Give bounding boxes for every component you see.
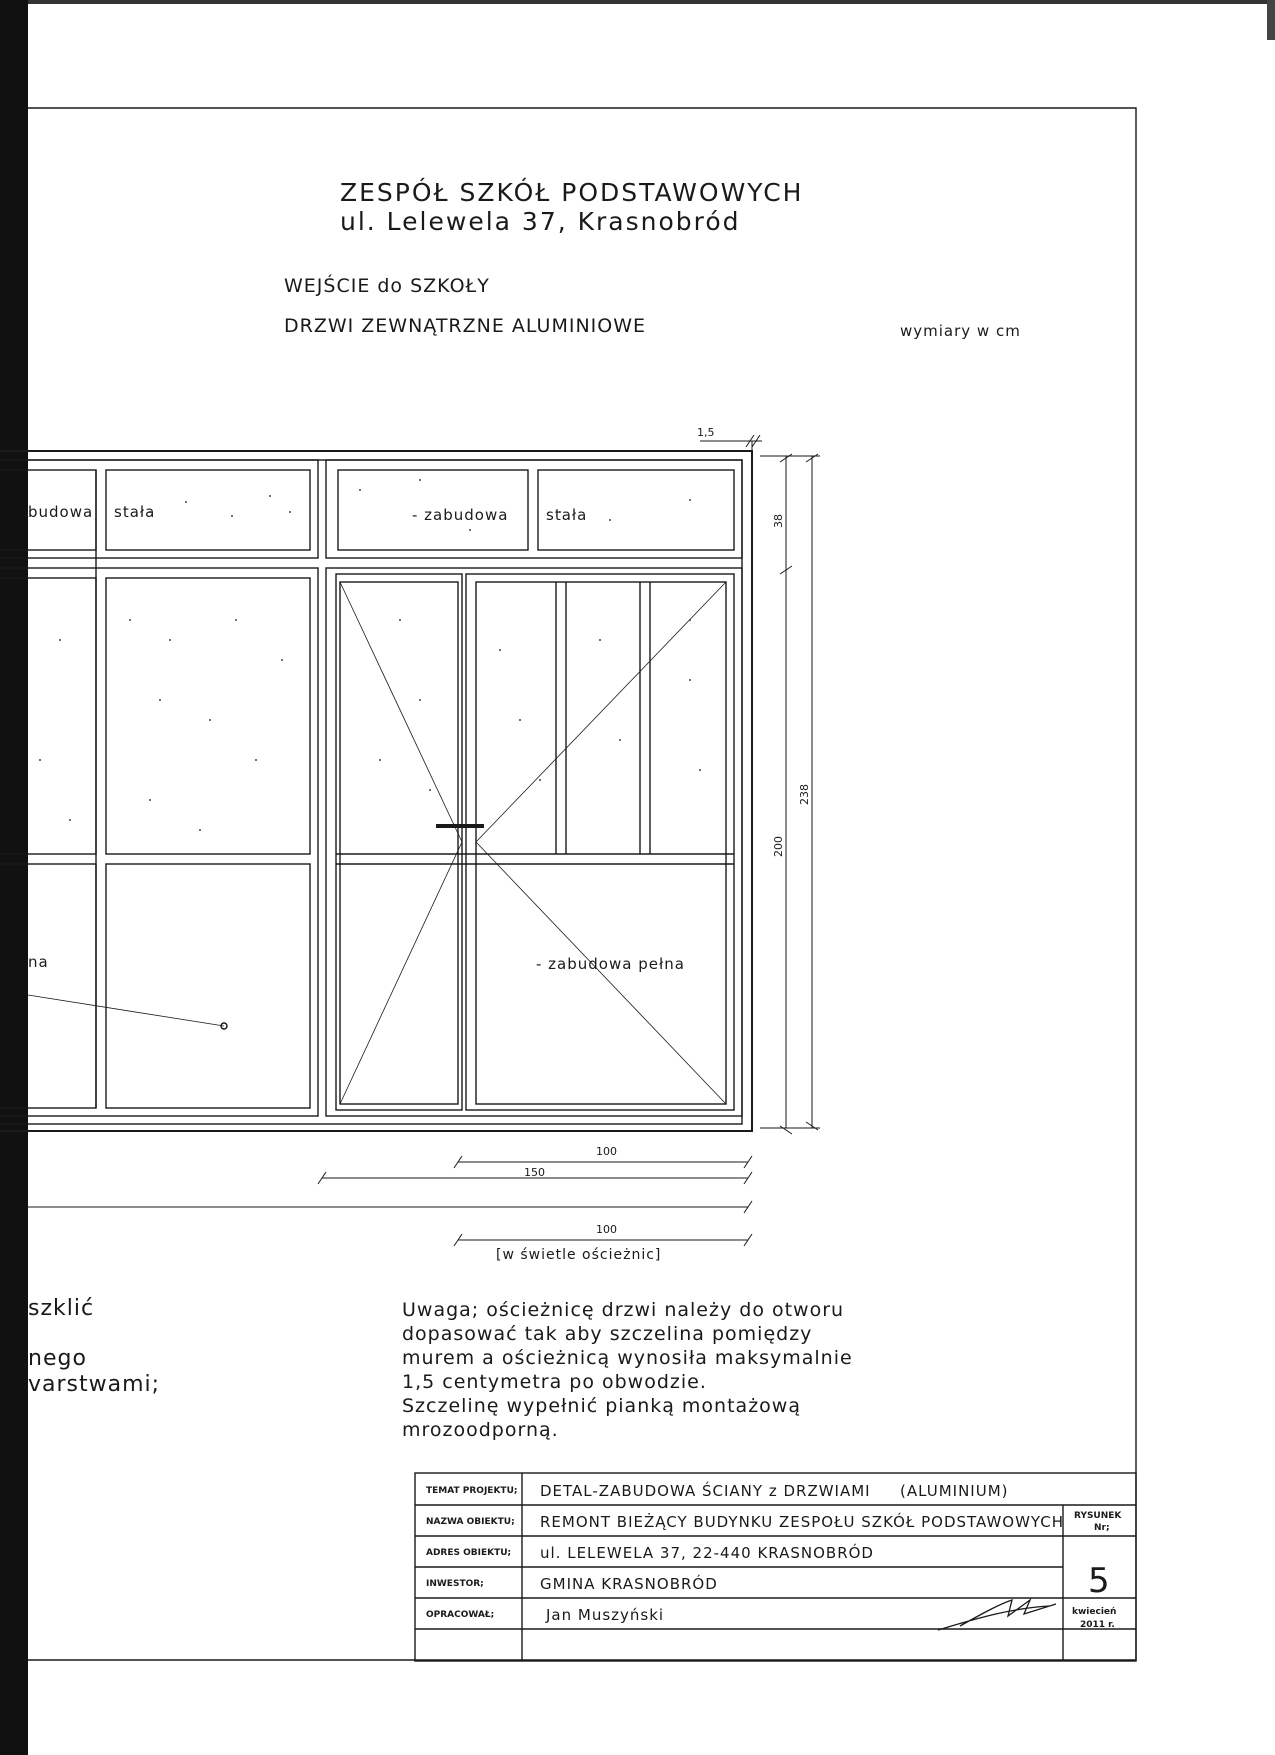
label-bottom-right: - zabudowa pełna <box>536 955 685 973</box>
inner-frame <box>0 460 742 1124</box>
left-lower-frame <box>0 568 318 1116</box>
tb-value-object: REMONT BIEŻĄCY BUDYNKU ZESPOŁU SZKÓŁ PODSTAWOWYCH <box>540 1513 1065 1531</box>
dim-frame-gap: 1,5 <box>697 426 715 439</box>
left-cut-text-1: szklić <box>28 1296 95 1321</box>
right-transom-frame <box>326 460 742 558</box>
tb-value-author: Jan Muszyński <box>546 1606 665 1624</box>
tb-value-investor: GMINA KRASNOBRÓD <box>540 1575 718 1593</box>
tb-label-author: OPRACOWAŁ; <box>426 1610 495 1620</box>
door-leaf-left <box>336 574 462 1110</box>
door-leaf-left-inner <box>340 582 458 1104</box>
tb-drawing-number: 5 <box>1088 1561 1110 1601</box>
label-top-right-b: stała <box>546 506 588 524</box>
door-frame <box>326 568 742 1116</box>
tb-value-project: DETAL-ZABUDOWA ŚCIANY z DRZWIAMI <box>540 1482 871 1500</box>
dim-clear-width-note: [w świetle ościeżnic] <box>496 1247 662 1263</box>
left-panel-a <box>0 578 96 854</box>
label-top-left-b: stała <box>114 503 156 521</box>
left-panel-b <box>106 578 310 854</box>
glass-dots <box>39 479 701 831</box>
tb-value-project-extra: (ALUMINIUM) <box>900 1482 1009 1500</box>
left-panel-d <box>106 864 310 1108</box>
school-name: ZESPÓŁ SZKÓŁ PODSTAWOWYCH <box>340 178 804 207</box>
label-top-left: budowa <box>28 503 94 521</box>
left-panel-c <box>0 864 96 1108</box>
dim-door-width: 100 <box>596 1145 617 1158</box>
signature <box>938 1600 1056 1630</box>
swing-line <box>340 582 462 842</box>
left-cut-text-2: nego <box>28 1346 87 1371</box>
swing-line <box>476 842 726 1104</box>
units-note: wymiary w cm <box>900 322 1021 340</box>
label-top-right-a: - zabudowa <box>412 506 509 524</box>
tb-value-address: ul. LELEWELA 37, 22-440 KRASNOBRÓD <box>540 1544 874 1562</box>
tb-label-investor: INWESTOR; <box>426 1579 484 1589</box>
tb-drawing-label: RYSUNEK <box>1074 1511 1122 1521</box>
dim-clear-width: 100 <box>596 1223 617 1236</box>
door-leaf-right-inner <box>476 582 726 1104</box>
outer-frame <box>0 451 752 1131</box>
drawing-subject: WEJŚCIE do SZKOŁY <box>284 275 490 297</box>
tb-date-month: kwiecień <box>1072 1607 1117 1617</box>
door-leaf-right <box>466 574 734 1110</box>
school-address: ul. Lelewela 37, Krasnobród <box>340 207 741 236</box>
leader-line <box>28 995 224 1026</box>
dim-total-height: 238 <box>798 784 811 805</box>
dim-section-width: 150 <box>524 1166 545 1179</box>
swing-line <box>476 582 726 842</box>
tb-label-project: TEMAT PROJEKTU; <box>426 1486 518 1496</box>
tb-label-object: NAZWA OBIEKTU; <box>426 1517 515 1527</box>
left-cut-text-3: varstwami; <box>28 1372 161 1397</box>
label-left-cut: na <box>28 953 49 971</box>
tb-drawing-label-nr: Nr; <box>1094 1523 1110 1533</box>
tb-date-year: 2011 r. <box>1080 1620 1115 1630</box>
dim-door-height: 200 <box>772 836 785 857</box>
installation-note: Uwaga; ościeżnicę drzwi należy do otworu dopasować tak aby szczelina pomiędzy murem a ościeżnicą wynosiła maksymalnie 1,5 centymetra po obwodzie. Szczelinę wypełnić pianką montażową mrozoodporną. <box>402 1299 853 1441</box>
swing-line <box>340 842 462 1104</box>
tb-label-address: ADRES OBIEKTU; <box>426 1548 512 1558</box>
drawing-description: DRZWI ZEWNĄTRZNE ALUMINIOWE <box>284 315 647 337</box>
dim-transom-height: 38 <box>772 514 785 528</box>
